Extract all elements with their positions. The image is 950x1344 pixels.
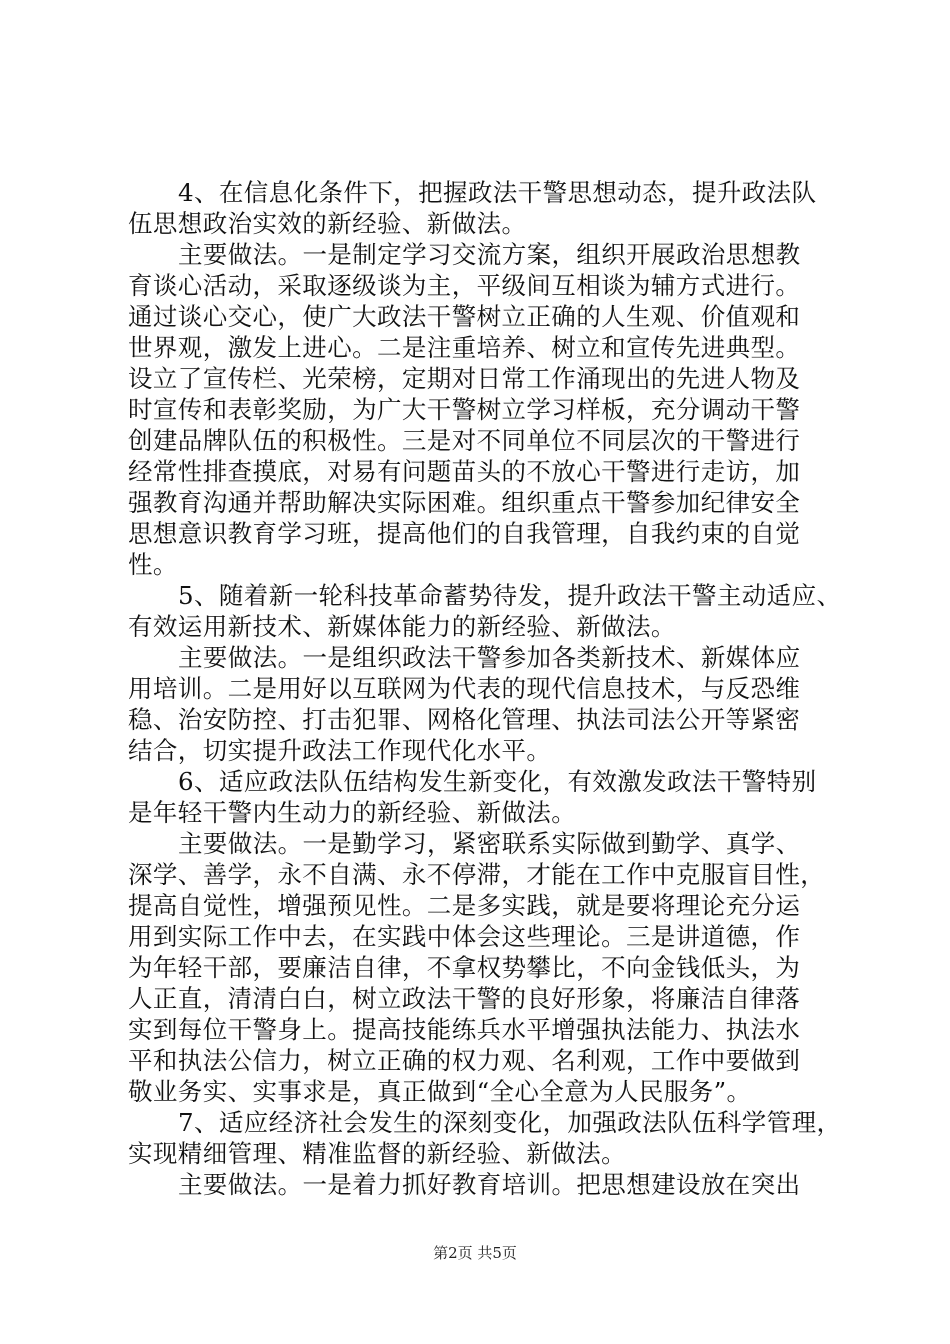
- paragraph-line: 经常性排查摸底，对易有问题苗头的不放心干警进行走访，加: [128, 457, 801, 486]
- paragraph-line: 是年轻干警内生动力的新经验、新做法。: [128, 798, 577, 827]
- paragraph-line: 创建品牌队伍的积极性。三是对不同单位不同层次的干警进行: [128, 426, 801, 455]
- paragraph-line: 7、适应经济社会发生的深刻变化，加强政法队伍科学管理，: [178, 1108, 842, 1137]
- paragraph-line: 为年轻干部，要廉洁自律，不拿权势攀比，不向金钱低头，为: [128, 953, 801, 982]
- paragraph-line: 4、在信息化条件下，把握政法干警思想动态，提升政法队: [178, 178, 817, 207]
- paragraph-line: 深学、善学，永不自满、永不停滞，才能在工作中克服盲目性，: [128, 860, 826, 889]
- paragraph-line: 人正直，清清白白，树立政法干警的良好形象，将廉洁自律落: [128, 984, 801, 1013]
- paragraph-line: 敬业务实、实事求是，真正做到“全心全意为人民服务”。: [128, 1077, 752, 1106]
- paragraph-line: 设立了宣传栏、光荣榜，定期对日常工作涌现出的先进人物及: [128, 364, 801, 393]
- paragraph-line: 主要做法。一是制定学习交流方案，组织开展政治思想教: [178, 240, 801, 269]
- paragraph-line: 伍思想政治实效的新经验、新做法。: [128, 209, 527, 238]
- paragraph-line: 世界观，激发上进心。二是注重培养、树立和宣传先进典型。: [128, 333, 801, 362]
- paragraph-line: 用到实际工作中去，在实践中体会这些理论。三是讲道德，作: [128, 922, 801, 951]
- paragraph-line: 主要做法。一是着力抓好教育培训。把思想建设放在突出: [178, 1170, 801, 1199]
- page-footer: 第2页 共5页: [433, 1244, 517, 1262]
- paragraph-line: 实现精细管理、精准监督的新经验、新做法。: [128, 1139, 626, 1168]
- paragraph-line: 平和执法公信力，树立正确的权力观、名利观，工作中要做到: [128, 1046, 801, 1075]
- paragraph-line: 结合，切实提升政法工作现代化水平。: [128, 736, 552, 765]
- paragraph-line: 性。: [128, 550, 178, 579]
- paragraph-line: 有效运用新技术、新媒体能力的新经验、新做法。: [128, 612, 676, 641]
- paragraph-line: 育谈心活动，采取逐级谈为主，平级间互相谈为辅方式进行。: [128, 271, 801, 300]
- paragraph-line: 强教育沟通并帮助解决实际困难。组织重点干警参加纪律安全: [128, 488, 801, 517]
- paragraph-line: 稳、治安防控、打击犯罪、网格化管理、执法司法公开等紧密: [128, 705, 801, 734]
- paragraph-line: 主要做法。一是勤学习，紧密联系实际做到勤学、真学、: [178, 829, 801, 858]
- paragraph-line: 实到每位干警身上。提高技能练兵水平增强执法能力、执法水: [128, 1015, 801, 1044]
- paragraph-line: 用培训。二是用好以互联网为代表的现代信息技术，与反恐维: [128, 674, 801, 703]
- paragraph-line: 主要做法。一是组织政法干警参加各类新技术、新媒体应: [178, 643, 801, 672]
- paragraph-line: 6、适应政法队伍结构发生新变化，有效激发政法干警特别: [178, 767, 817, 796]
- paragraph-line: 时宣传和表彰奖励，为广大干警树立学习样板，充分调动干警: [128, 395, 801, 424]
- paragraph-line: 通过谈心交心，使广大政法干警树立正确的人生观、价值观和: [128, 302, 801, 331]
- paragraph-line: 提高自觉性，增强预见性。二是多实践，就是要将理论充分运: [128, 891, 801, 920]
- paragraph-line: 5、随着新一轮科技革命蓄势待发，提升政法干警主动适应、: [178, 581, 842, 610]
- paragraph-line: 思想意识教育学习班，提高他们的自我管理，自我约束的自觉: [128, 519, 801, 548]
